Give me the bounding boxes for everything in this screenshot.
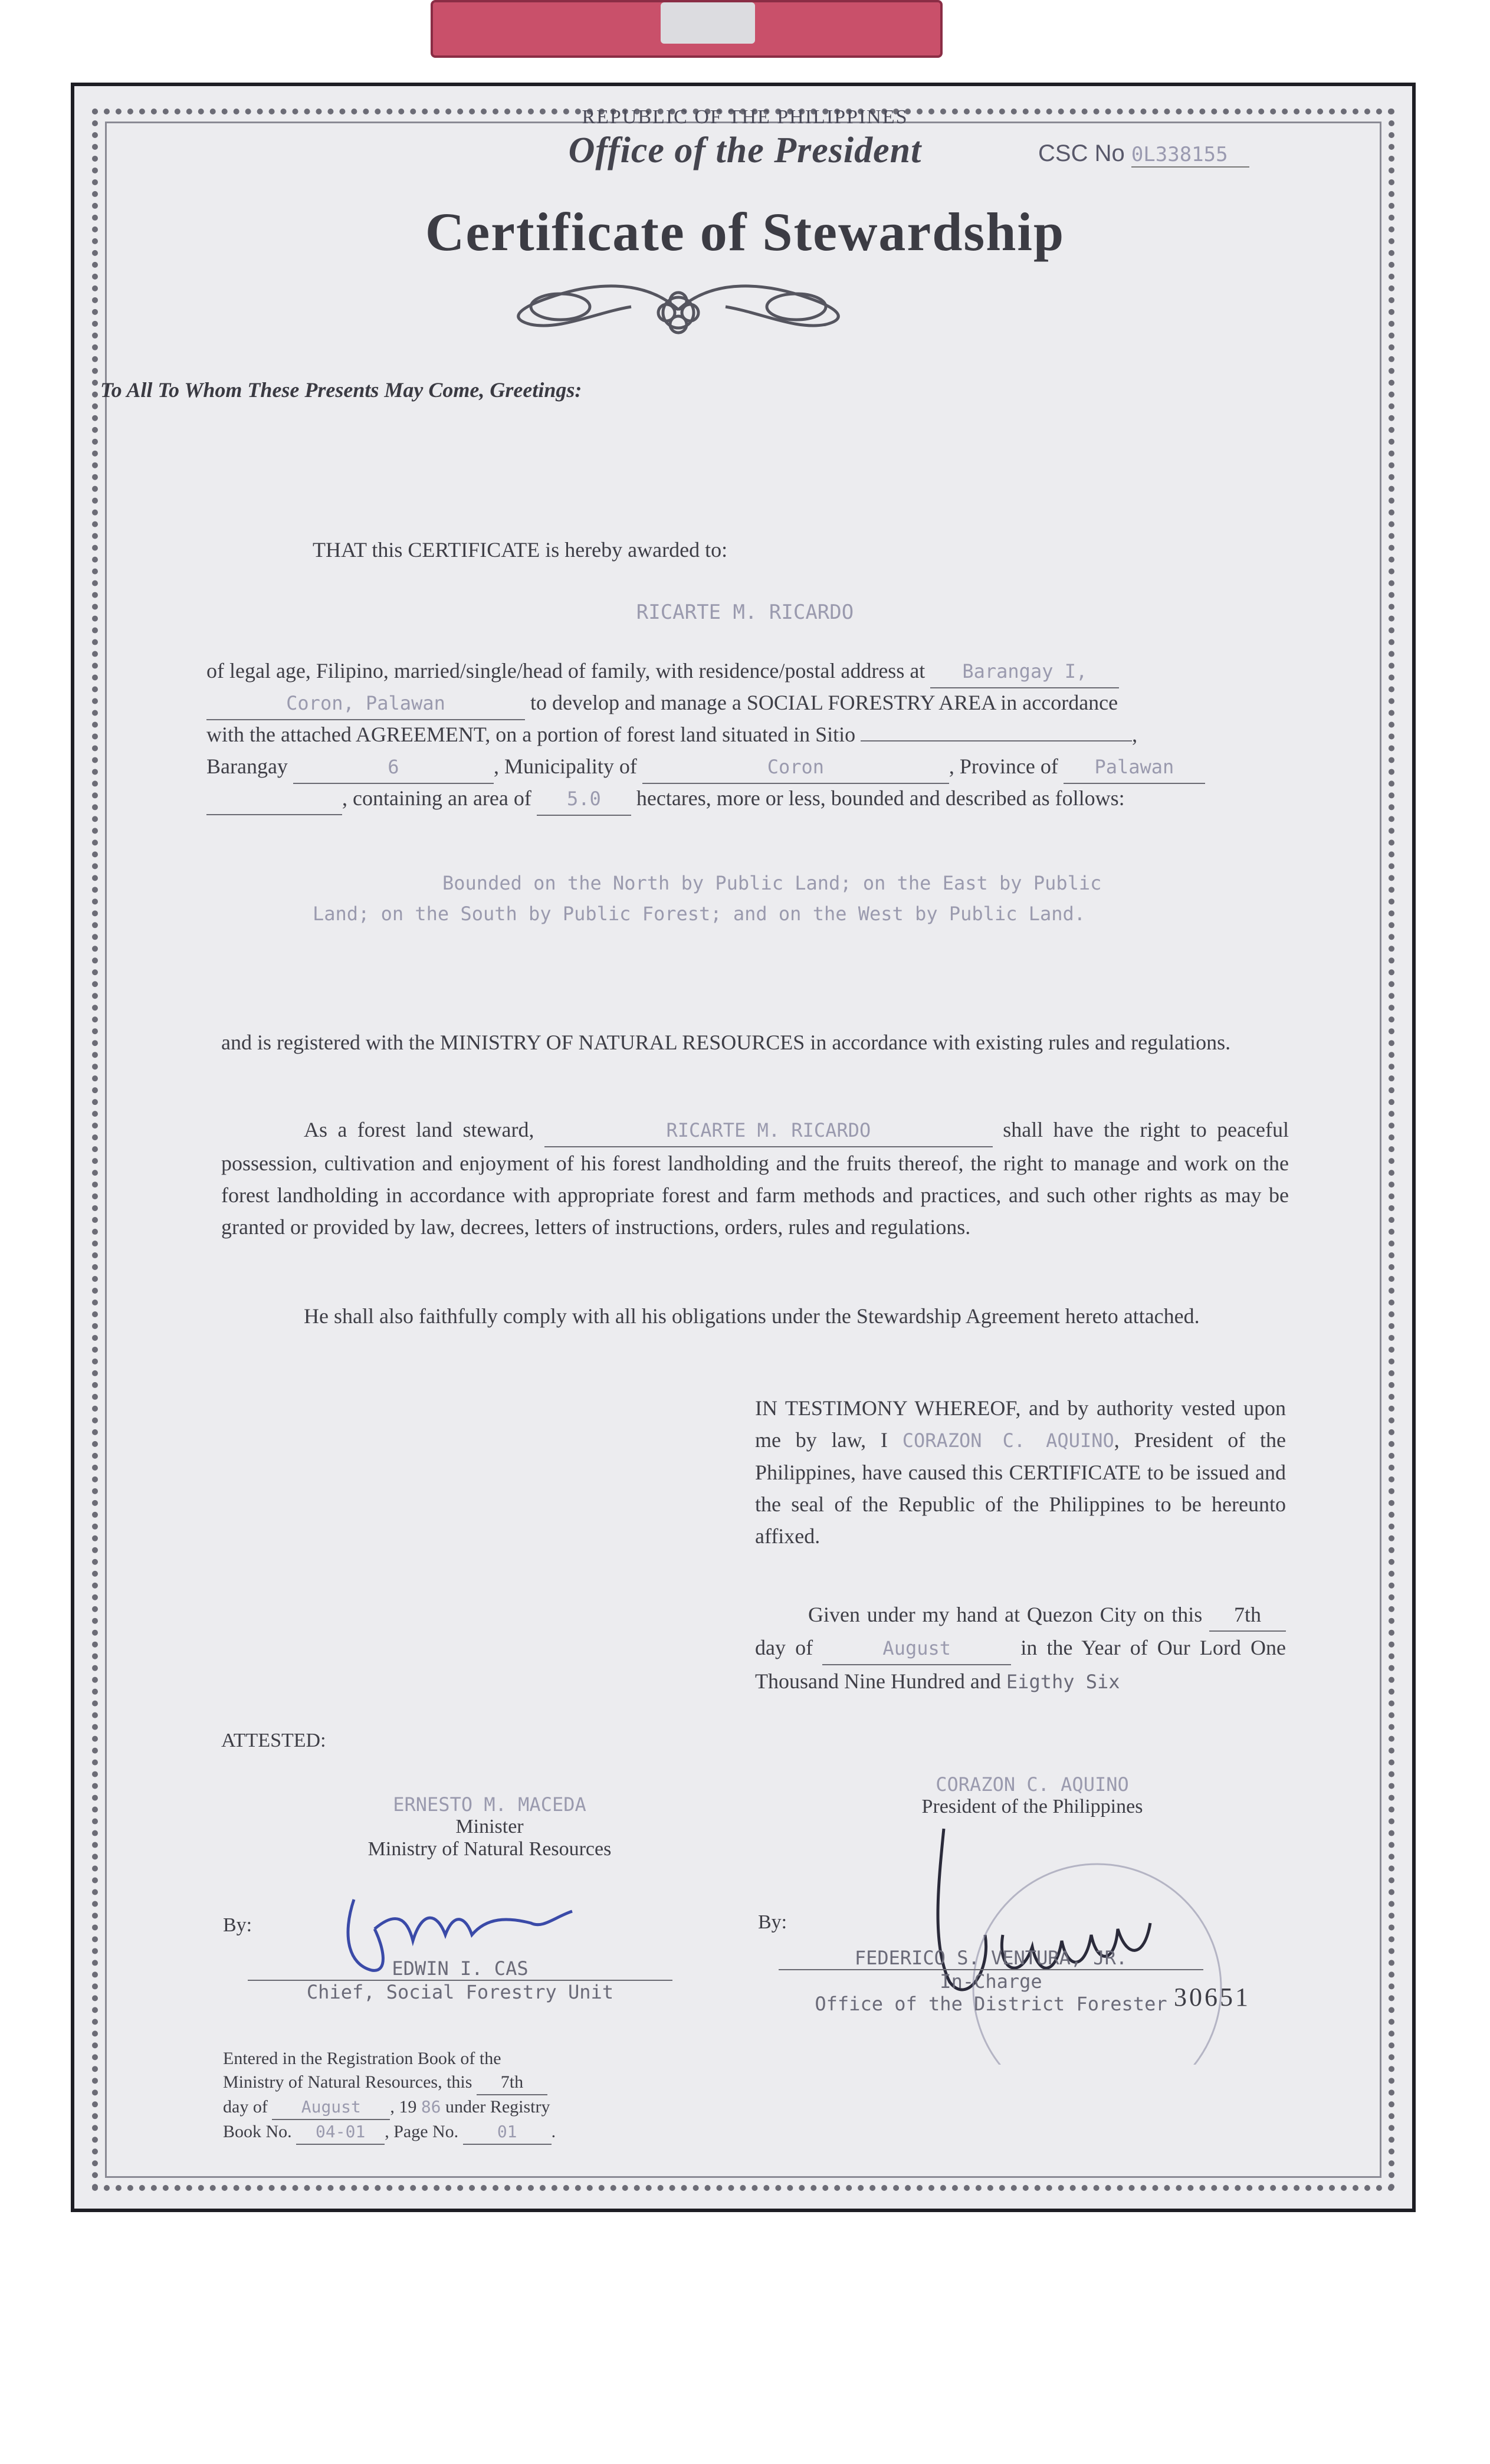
registry-line3-wrap: [223, 2095, 671, 2120]
area-line: [206, 782, 1292, 816]
president-title: President of the Philippines: [921, 1796, 1143, 1817]
signature-right: [849, 1817, 1262, 2065]
address-line1: Barangay I,: [930, 655, 1119, 688]
attested-label: ATTESTED:: [221, 1730, 326, 1751]
area-value: 5.0: [537, 783, 631, 816]
municipality-value: Coron: [642, 751, 949, 784]
registry-book-label: Book No.: [223, 2122, 292, 2141]
registry-line2-wrap: [223, 2071, 671, 2095]
steward-pre: As a forest land steward,: [304, 1118, 534, 1141]
province-continuation: [206, 782, 342, 815]
barangay-value: 6: [293, 751, 494, 784]
by-left-title: Chief, Social Forestry Unit: [306, 1981, 614, 2003]
award-line: THAT this CERTIFICATE is hereby awarded to:: [313, 538, 728, 562]
given-paragraph: [755, 1599, 1286, 1698]
bounds-line-2: Land; on the South by Public Forest; and on the West by Public Land.: [313, 903, 1086, 925]
registry-page-label: , Page No.: [385, 2122, 459, 2141]
given-pre: Given under my hand at Quezon City on this: [808, 1603, 1203, 1626]
testimony-name: CORAZON C. AQUINO: [902, 1429, 1114, 1452]
develop-line: [206, 687, 1292, 720]
given-year: Eigthy Six: [1006, 1671, 1120, 1693]
given-post: in the Year of Our Lord One Thousand Nine Hundred and: [755, 1636, 1286, 1693]
testimony-paragraph: [755, 1392, 1286, 1552]
given-day: 7th: [1209, 1599, 1286, 1632]
registry-month: August: [272, 2095, 390, 2120]
bounds-line-1: Bounded on the North by Public Land; on the East by Public: [442, 872, 1102, 894]
sitio-value: [861, 740, 1132, 742]
csc-label: CSC No: [1038, 140, 1125, 166]
residence-line: [206, 655, 1292, 688]
registry-line2: Ministry of Natural Resources, this: [223, 2072, 472, 2092]
by-right-label: By:: [758, 1911, 787, 1933]
president-block: [855, 1773, 1209, 1818]
certificate-title: Certificate of Stewardship: [425, 202, 1065, 262]
area-pre: , containing an area of: [342, 786, 531, 810]
registry-book: 04-01: [296, 2120, 385, 2145]
minister-block: [307, 1793, 672, 1861]
csc-number: [1038, 140, 1249, 168]
steward-name: RICARTE M. RICARDO: [544, 1114, 993, 1147]
registry-year-pre: , 19: [390, 2097, 417, 2117]
province-value: Palawan: [1064, 751, 1205, 784]
by-right-name: FEDERICO S. VENTURA, JR.: [779, 1947, 1203, 1970]
minister-title: Minister: [455, 1816, 524, 1838]
barangay-label: Barangay: [206, 754, 288, 778]
registry-line4-wrap: Book No. 04-01 , Page No. 01 .: [223, 2120, 671, 2145]
by-right-title2: Office of the District Forester: [815, 1993, 1167, 2015]
by-left-label: By:: [223, 1914, 252, 1936]
president-name: CORAZON C. AQUINO: [936, 1773, 1129, 1796]
registered-paragraph: and is registered with the MINISTRY OF NATURAL RESOURCES in accordance with existing rules and regulations.: [221, 1031, 1231, 1054]
residence-text: of legal age, Filipino, married/single/head of family, with residence/postal address at: [206, 659, 925, 683]
given-mid: day of: [755, 1636, 813, 1659]
by-left-name: EDWIN I. CAS: [248, 1957, 672, 1981]
minister-office: Ministry of Natural Resources: [367, 1838, 612, 1860]
given-month: August: [822, 1632, 1011, 1665]
serial-number: 30651: [1174, 1983, 1251, 2012]
republic-heading: REPUBLIC OF THE PHILIPPINES: [582, 106, 908, 128]
area-post: hectares, more or less, bounded and described as follows:: [636, 786, 1125, 810]
csc-value: 0L338155: [1131, 143, 1249, 168]
registry-page: 01: [463, 2120, 552, 2145]
comply-paragraph: He shall also faithfully comply with all his obligations under the Stewardship Agreement hereto attached.: [304, 1304, 1200, 1328]
minister-name: ERNESTO M. MACEDA: [393, 1793, 586, 1816]
greeting: To All To Whom These Presents May Come, Greetings:: [100, 378, 582, 402]
clip-label: [661, 2, 755, 44]
province-label: , Province of: [949, 754, 1058, 778]
steward-paragraph: [221, 1114, 1289, 1243]
registry-line1: Entered in the Registration Book of the: [223, 2049, 501, 2068]
by-left-block: [248, 1957, 672, 2003]
by-right-title1: In-Charge: [940, 1970, 1042, 1993]
by-right-block: [779, 1947, 1203, 2015]
registry-line3: day of: [223, 2097, 268, 2117]
office-heading: Office of the President: [568, 130, 922, 170]
steward-post: shall have the right to peaceful possession, cultivation and enjoyment of his forest landholding and the fruits thereof, the right to manage and work on the forest landholding in accordance with appropriate forest and farm methods and practices, and such other rights as may be granted or provided by law, decrees, letters of instructions, orders, rules and regulations.: [221, 1118, 1289, 1239]
location-line: [206, 750, 1292, 784]
registry-year: 86: [421, 2097, 441, 2117]
registry-year-post: under Registry: [445, 2097, 550, 2117]
registry-block: [223, 2047, 671, 2145]
sitio-text: with the attached AGREEMENT, on a portion of forest land situated in Sitio: [206, 723, 856, 746]
develop-text: to develop and manage a SOCIAL FORESTRY AREA in accordance: [530, 691, 1118, 714]
municipality-label: , Municipality of: [493, 754, 637, 778]
testimony-post: , President of the Philippines, have caused this CERTIFICATE to be issued and the seal of the Republic of the Philippines to be hereunto affixed.: [755, 1428, 1286, 1548]
ornament-flourish: [495, 271, 861, 348]
awardee-name: RICARTE M. RICARDO: [636, 601, 854, 624]
sitio-line: with the attached AGREEMENT, on a portion of forest land situated in Sitio ,: [206, 723, 1138, 746]
testimony-pre: IN TESTIMONY WHEREOF, and by authority vested upon me by law, I: [755, 1396, 1286, 1452]
registry-day: 7th: [477, 2071, 547, 2095]
address-line2: Coron, Palawan: [206, 687, 525, 720]
